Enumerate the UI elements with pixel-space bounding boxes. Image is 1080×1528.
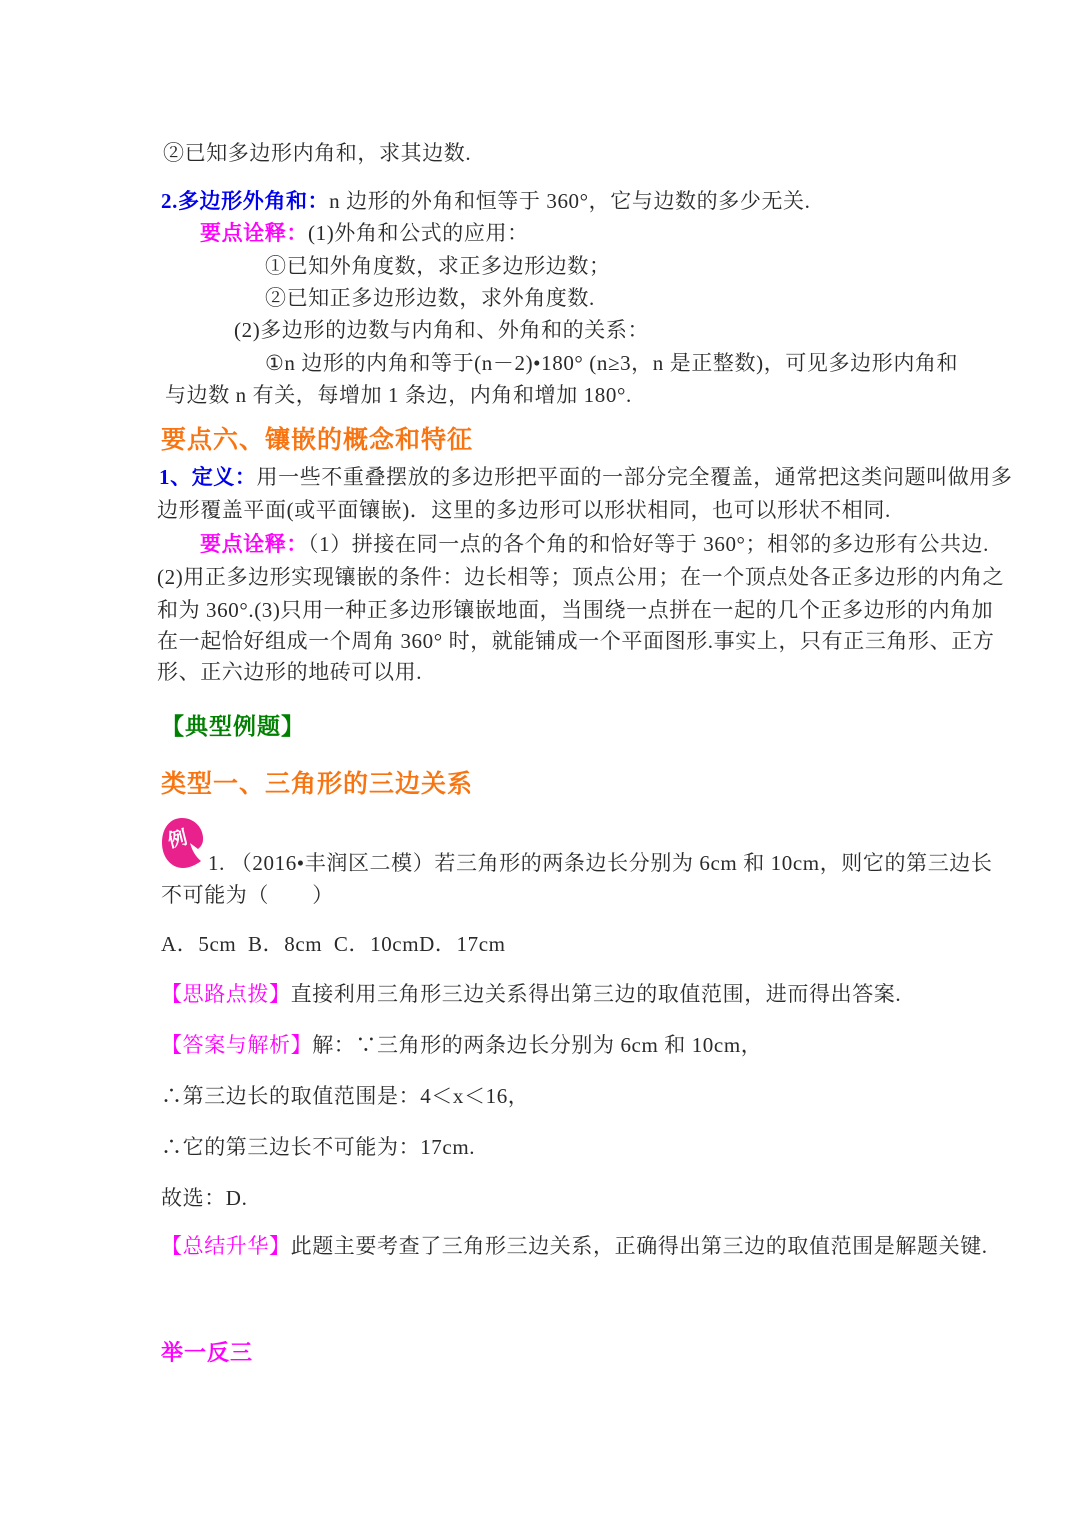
heading-tessellation: 要点六、镶嵌的概念和特征 bbox=[161, 427, 474, 454]
term-text: n 边形的外角和恒等于 360°，它与边数的多少无关. bbox=[329, 189, 811, 213]
line-definition-1 bbox=[159, 461, 1013, 494]
line-options: A．5cm B．8cm C．10cmD．17cm bbox=[161, 932, 506, 956]
line-notes-exterior bbox=[200, 217, 529, 250]
hint-label: 【思路点拨】 bbox=[161, 982, 291, 1006]
summary-label: 【总结升华】 bbox=[161, 1234, 291, 1258]
line-question-2: 不可能为（ ） bbox=[161, 883, 334, 907]
summary-text: 此题主要考查了三角形三边关系，正确得出第三边的取值范围是解题关键. bbox=[290, 1234, 988, 1258]
line-known-interior-sum: ②已知多边形内角和，求其边数. bbox=[163, 141, 472, 165]
line-relation-continued: 与边数 n 有关，每增加 1 条边，内角和增加 180°. bbox=[165, 383, 632, 407]
notes-text: （1）拼接在同一点的各个角的和恰好等于 360°；相邻的多边形有公共边. bbox=[308, 532, 989, 556]
line-answer-3: ∴它的第三边长不可能为：17cm. bbox=[161, 1135, 476, 1159]
hint-text: 直接利用三角形三边关系得出第三边的取值范围，进而得出答案. bbox=[290, 982, 902, 1006]
example-badge-glyph: 例 bbox=[165, 827, 190, 853]
heading-followup: 举一反三 bbox=[161, 1340, 254, 1365]
line-notes-tessellation-5: 形、正六边形的地砖可以用. bbox=[157, 660, 423, 684]
definition-text: 用一些不重叠摆放的多边形把平面的一部分完全覆盖，通常把这类问题叫做用多 bbox=[256, 465, 1013, 489]
notes-head: (1)外角和公式的应用： bbox=[308, 221, 529, 245]
term-label: 2.多边形外角和： bbox=[161, 189, 330, 213]
line-apply-item2: ②已知正多边形边数，求外角度数. bbox=[265, 286, 595, 310]
answer-label: 【答案与解析】 bbox=[161, 1033, 313, 1057]
line-apply-item1: ①已知外角度数，求正多边形边数； bbox=[265, 254, 611, 278]
line-notes-tessellation-2: (2)用正多边形实现镶嵌的条件：边长相等；顶点公用；在一个顶点处各正多边形的内角之 bbox=[157, 565, 1005, 589]
line-notes-tessellation-1 bbox=[200, 528, 989, 561]
line-definition-2: 边形覆盖平面(或平面镶嵌)．这里的多边形可以形状相同，也可以形状不相同. bbox=[157, 498, 891, 522]
line-relation-head: (2)多边形的边数与内角和、外角和的关系： bbox=[234, 318, 650, 342]
heading-typical-examples: 【典型例题】 bbox=[161, 714, 305, 739]
line-summary bbox=[161, 1230, 988, 1263]
line-exterior-angle-term bbox=[161, 185, 811, 218]
line-hint bbox=[161, 978, 901, 1011]
heading-type-one: 类型一、三角形的三边关系 bbox=[161, 771, 474, 798]
line-answer-2: ∴第三边长的取值范围是：4＜x＜16， bbox=[161, 1084, 530, 1108]
line-relation-formula: ①n 边形的内角和等于(n－2)•180° (n≥3，n 是正整数)，可见多边形内角和 bbox=[265, 351, 959, 375]
line-answer-1 bbox=[161, 1029, 762, 1062]
notes-label: 要点诠释： bbox=[200, 532, 308, 556]
line-answer-choice: 故选：D. bbox=[161, 1186, 248, 1210]
answer-text: 解：∵三角形的两条边长分别为 6cm 和 10cm， bbox=[312, 1033, 763, 1057]
line-notes-tessellation-3: 和为 360°.(3)只用一种正多边形镶嵌地面，当围绕一点拼在一起的几个正多边形的内角加 bbox=[157, 598, 994, 622]
line-question-1: 1. （2016•丰润区二模）若三角形的两条边长分别为 6cm 和 10cm，则它的第三边长 bbox=[208, 851, 993, 875]
example-badge-icon bbox=[161, 817, 203, 869]
definition-label: 1、定义： bbox=[159, 465, 257, 489]
line-notes-tessellation-4: 在一起恰好组成一个周角 360° 时，就能铺成一个平面图形.事实上，只有正三角形、正方 bbox=[157, 629, 995, 653]
notes-label: 要点诠释： bbox=[200, 221, 308, 245]
